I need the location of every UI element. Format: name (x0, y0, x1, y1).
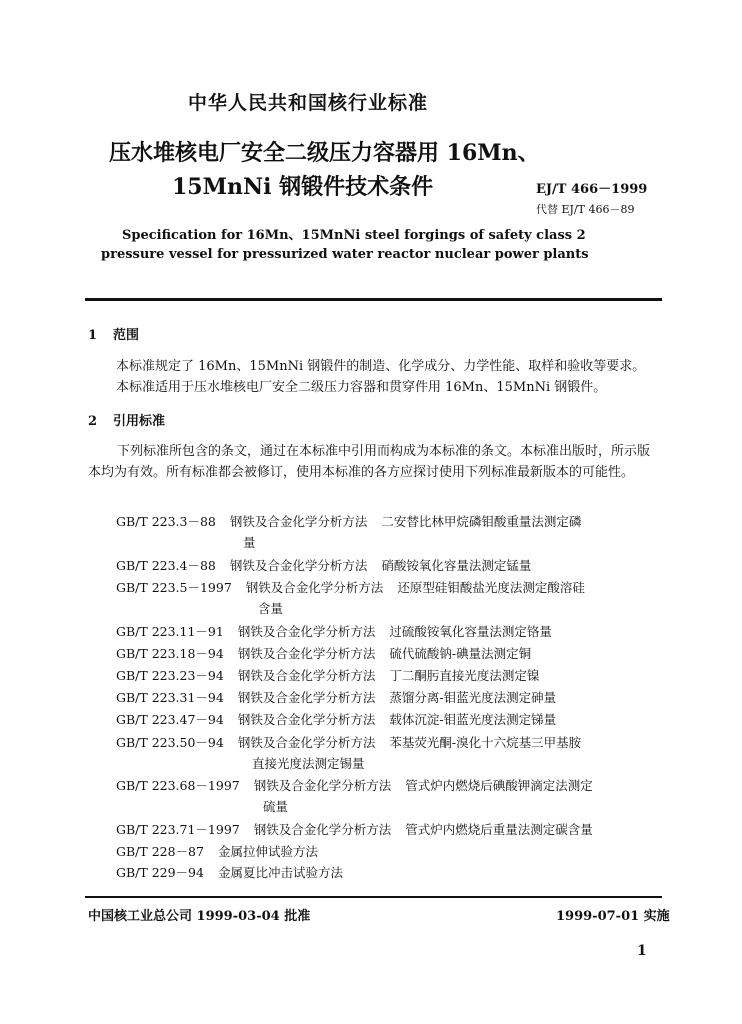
issue-approval: 中国核工业总公司 1999-03-04 批准 (88, 909, 311, 924)
reference-code: GB/T 223.3－88 (116, 514, 216, 529)
reference-subtitle: 管式炉内燃烧后碘酸钾滴定法测定 (405, 778, 593, 793)
reference-title: 钢铁及合金化学分析方法 (237, 690, 376, 705)
reference-item (116, 622, 552, 640)
reference-title: 钢铁及合金化学分析方法 (229, 514, 368, 529)
english-title-line-2: pressure vessel for pressurized water reactor nuclear power plants (101, 247, 589, 262)
standard-number: EJ/T 466－1999 (536, 182, 648, 197)
reference-item (116, 710, 556, 728)
reference-item (116, 733, 581, 751)
reference-code: GB/T 223.23－94 (116, 668, 224, 683)
reference-item (116, 842, 318, 860)
reference-subtitle: 二安替比林甲烷磷钼酸重量法测定磷 (381, 514, 582, 529)
reference-subtitle: 载体沉淀-钼蓝光度法测定锑量 (389, 712, 557, 727)
reference-item (116, 688, 556, 706)
reference-code: GB/T 223.68－1997 (116, 778, 240, 793)
replaces-standard: 代替 EJ/T 466－89 (536, 203, 635, 216)
english-title-line-1: Specification for 16Mn、15MnNi steel forgings of safety class 2 (122, 228, 586, 243)
reference-code: GB/T 223.5－1997 (116, 580, 232, 595)
reference-code: GB/T 223.50－94 (116, 735, 224, 750)
reference-continuation: 直接光度法测定锡量 (252, 756, 365, 771)
document-title-line-2: 15MnNi 钢锻件技术条件 (172, 174, 434, 200)
reference-title: 钢铁及合金化学分析方法 (253, 822, 392, 837)
reference-title: 金属夏比冲击试验方法 (217, 865, 343, 880)
reference-subtitle: 管式炉内燃烧后重量法测定碳含量 (405, 822, 593, 837)
document-title-line-1: 压水堆核电厂安全二级压力容器用 16Mn、 (109, 140, 540, 166)
section-2-heading (88, 410, 165, 429)
reference-item (116, 578, 585, 596)
section-1-heading (88, 324, 139, 343)
reference-subtitle: 蒸馏分离-钼蓝光度法测定砷量 (389, 690, 557, 705)
reference-code: GB/T 223.71－1997 (116, 822, 240, 837)
reference-code: GB/T 223.31－94 (116, 690, 224, 705)
section-1-paragraph: 本标准适用于压水堆核电厂安全二级压力容器和贯穿件用 16Mn、15MnNi 钢锻件。 (116, 380, 607, 395)
reference-title: 钢铁及合金化学分析方法 (237, 712, 376, 727)
reference-code: GB/T 228－87 (116, 844, 204, 859)
reference-code: GB/T 223.11－91 (116, 624, 224, 639)
reference-item (116, 666, 539, 684)
reference-subtitle: 丁二酮肟直接光度法测定镍 (389, 668, 540, 683)
section-number: 1 (88, 328, 98, 343)
reference-title: 金属拉伸试验方法 (217, 844, 318, 859)
reference-code: GB/T 223.47－94 (116, 712, 224, 727)
reference-title: 钢铁及合金化学分析方法 (237, 668, 376, 683)
reference-code: GB/T 223.4－88 (116, 558, 216, 573)
industry-standard-heading: 中华人民共和国核行业标准 (188, 92, 429, 114)
reference-subtitle: 过硫酸铵氧化容量法测定铬量 (389, 624, 552, 639)
header-divider (85, 298, 662, 301)
reference-item (116, 556, 531, 574)
reference-code: GB/T 229－94 (116, 865, 204, 880)
reference-item (116, 512, 581, 530)
effective-date: 1999-07-01 实施 (556, 909, 670, 924)
reference-title: 钢铁及合金化学分析方法 (237, 735, 376, 750)
reference-title: 钢铁及合金化学分析方法 (245, 580, 384, 595)
reference-item (116, 820, 593, 838)
reference-title: 钢铁及合金化学分析方法 (229, 558, 368, 573)
reference-item (116, 776, 593, 794)
reference-item (116, 644, 531, 662)
section-2-intro: 下列标准所包含的条文，通过在本标准中引用而构成为本标准的条文。本标准出版时，所示版本均为有效。所有标准都会被修订，使用本标准的各方应探讨使用下列标准最新版本的可能性。 (88, 444, 651, 480)
reference-item (116, 863, 343, 881)
reference-continuation: 量 (243, 535, 256, 550)
reference-subtitle: 硝酸铵氧化容量法测定锰量 (381, 558, 532, 573)
reference-title: 钢铁及合金化学分析方法 (237, 624, 376, 639)
footer-divider (85, 896, 662, 898)
reference-continuation: 硫量 (263, 799, 289, 814)
reference-subtitle: 还原型硅钼酸盐光度法测定酸溶硅 (397, 580, 585, 595)
section-number: 2 (88, 414, 98, 429)
reference-title: 钢铁及合金化学分析方法 (237, 646, 376, 661)
reference-continuation: 含量 (258, 601, 284, 616)
reference-code: GB/T 223.18－94 (116, 646, 224, 661)
page-number: 1 (637, 943, 647, 959)
reference-subtitle: 硫代硫酸钠-碘量法测定铜 (389, 646, 532, 661)
section-1-paragraph: 本标准规定了 16Mn、15MnNi 钢锻件的制造、化学成分、力学性能、取样和验收等要求。 (116, 359, 646, 374)
section-title: 范围 (113, 328, 140, 343)
reference-title: 钢铁及合金化学分析方法 (253, 778, 392, 793)
section-title: 引用标准 (113, 414, 166, 429)
reference-subtitle: 苯基荧光酮-溴化十六烷基三甲基胺 (389, 735, 582, 750)
